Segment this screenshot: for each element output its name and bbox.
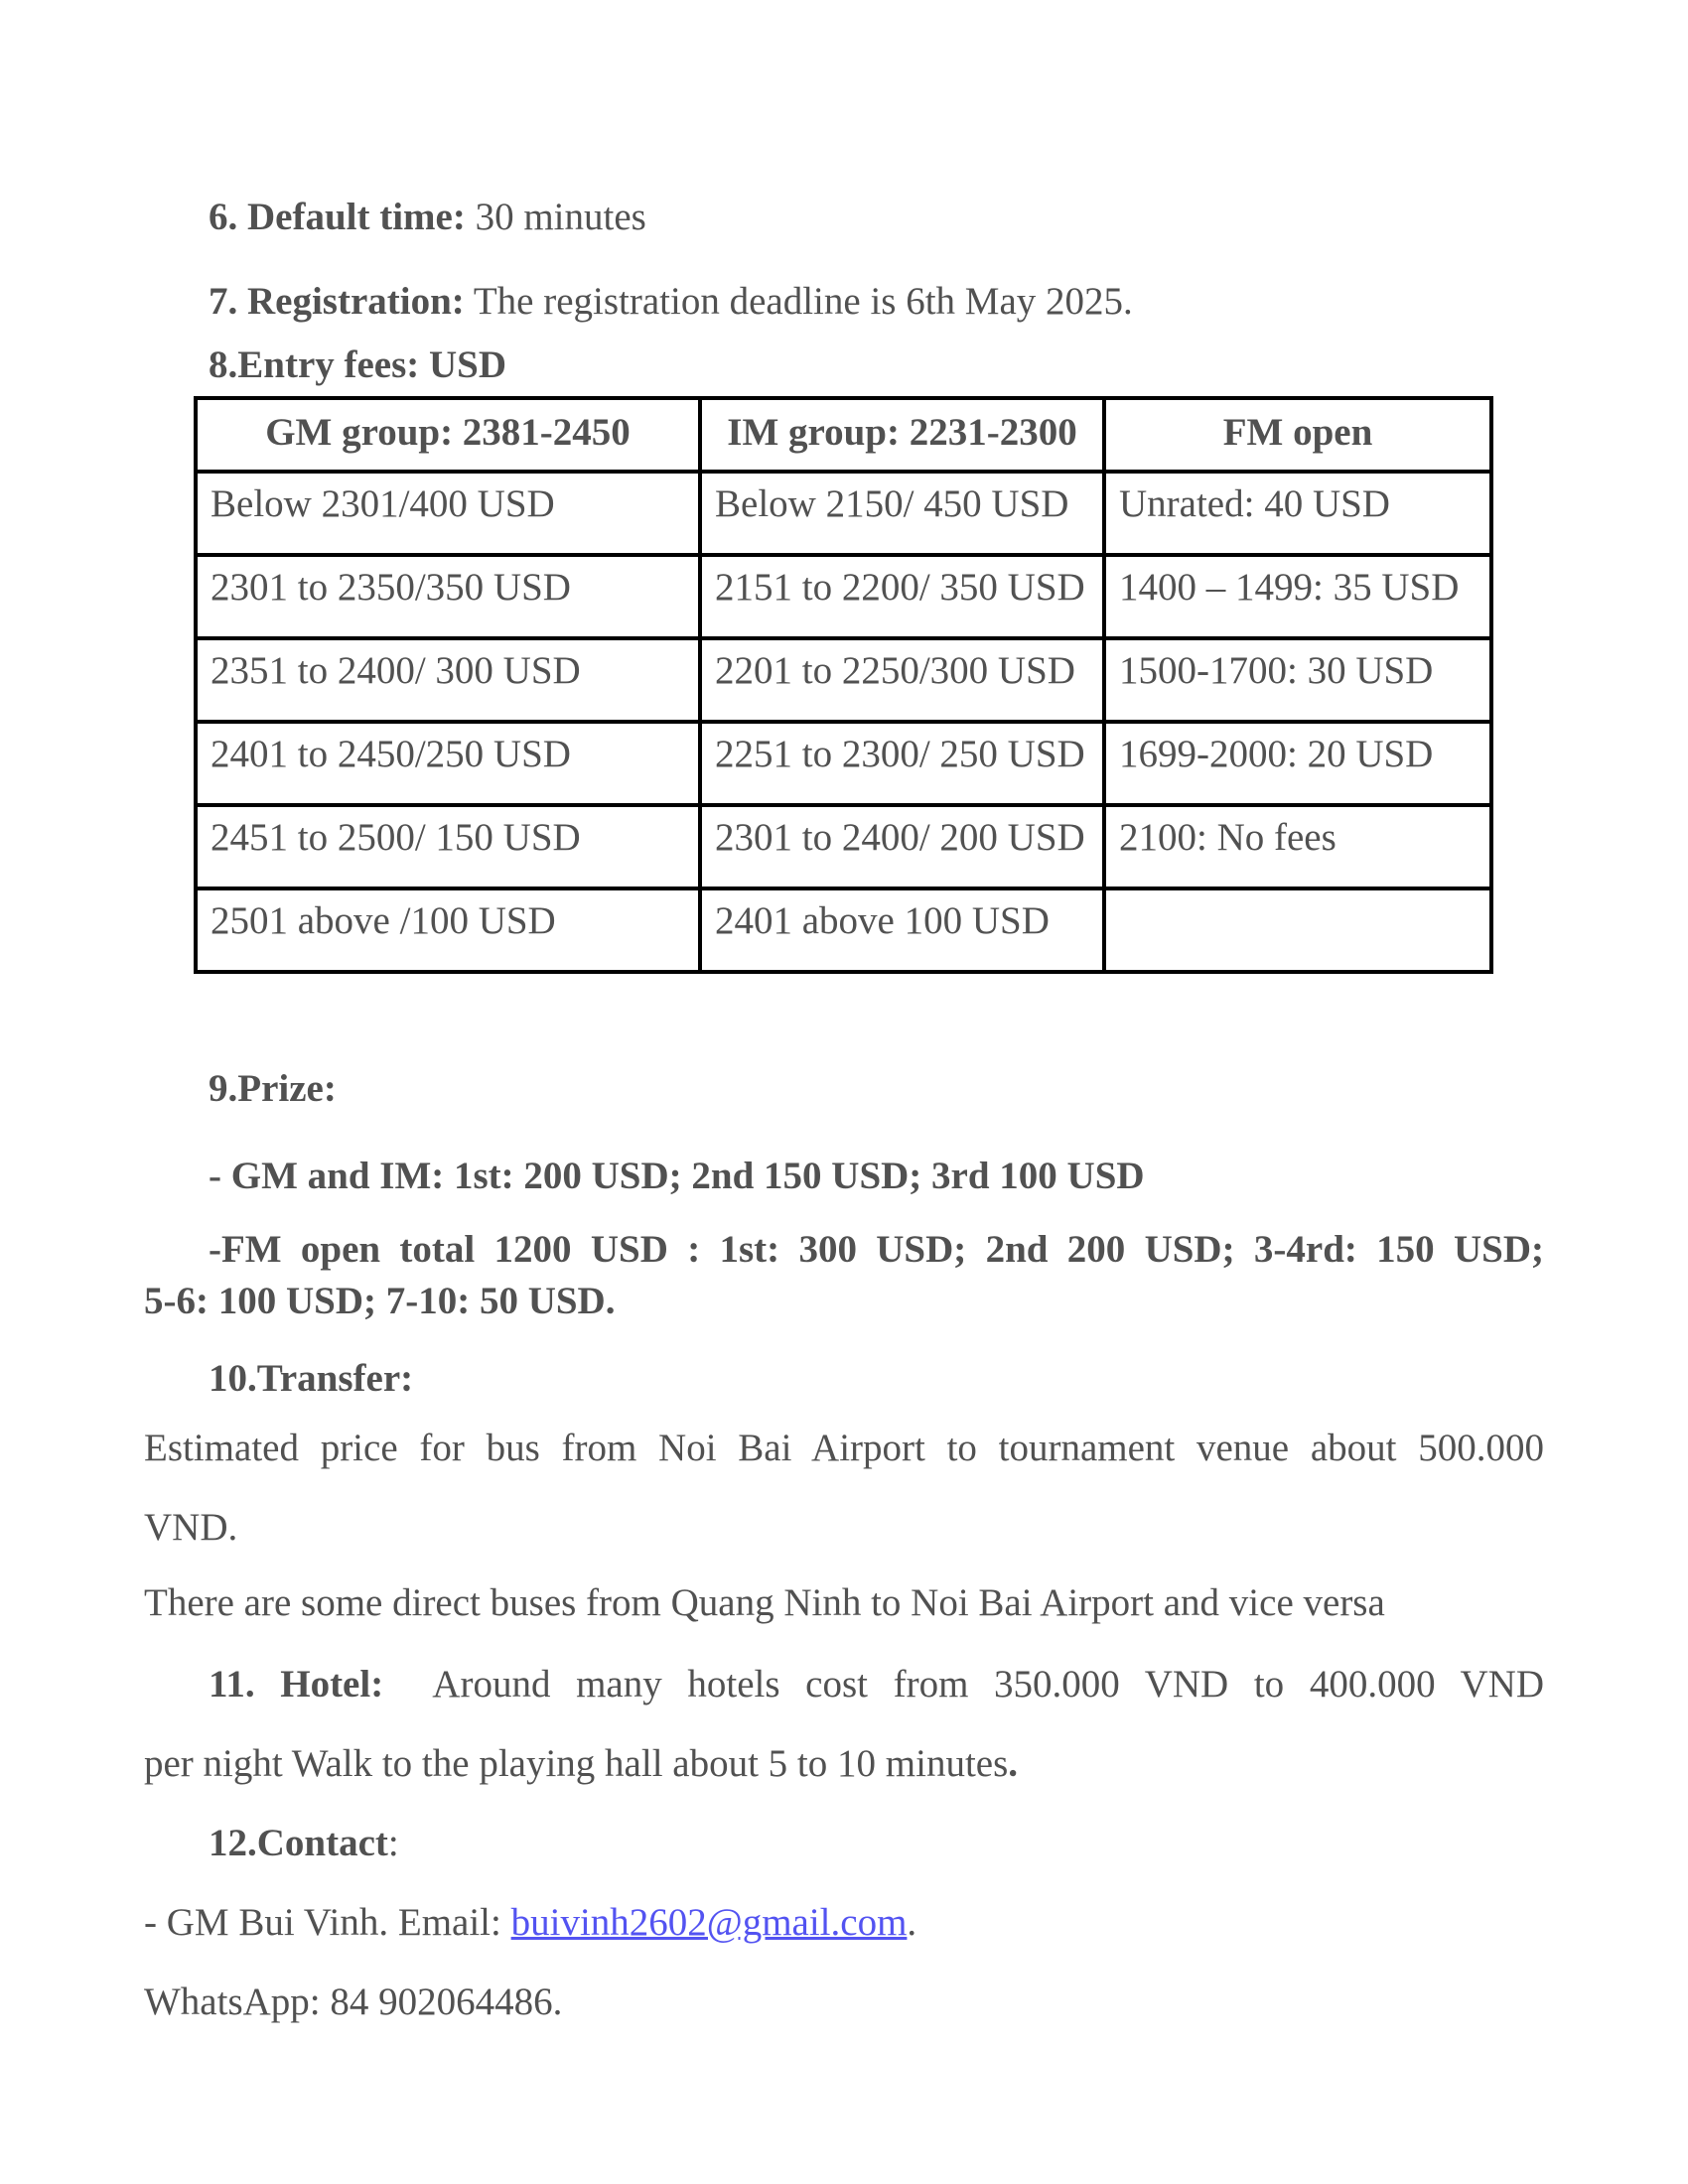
table-header-cell-fm: FM open [1104,398,1491,472]
default-time-label: 6. Default time: [209,196,466,238]
registration-value: The registration deadline is 6th May 2025. [464,280,1133,323]
table-cell: 2451 to 2500/ 150 USD [196,805,700,888]
prize-fm-line1: -FM open total 1200 USD : 1st: 300 USD; 2nd 200 USD; 3-4rd: 150 USD; [209,1228,1544,1271]
transfer-heading-text: 10.Transfer: [209,1357,414,1400]
prize-heading-text: 9.Prize: [209,1067,337,1110]
table-row [196,805,1491,888]
table-cell: Below 2150/ 450 USD [700,472,1104,555]
table-row [196,722,1491,805]
table-cell: 1400 – 1499: 35 USD [1104,555,1491,638]
table-cell: 2401 to 2450/250 USD [196,722,700,805]
table-row [196,888,1491,972]
table-cell: Below 2301/400 USD [196,472,700,555]
table-cell: 2351 to 2400/ 300 USD [196,638,700,722]
transfer-heading [144,1356,1544,1402]
transfer-buses-line: There are some direct buses from Quang Ninh to Noi Bai Airport and vice versa [144,1581,1385,1624]
table-cell: 2401 above 100 USD [700,888,1104,972]
prize-gm-im-line: - GM and IM: 1st: 200 USD; 2nd 150 USD; 3rd 100 USD [209,1155,1145,1197]
contact-heading [144,1821,1544,1866]
default-time-line [144,195,1544,240]
email-link[interactable]: buivinh2602@gmail.com [510,1901,908,1944]
hotel-line1 [144,1662,1544,1707]
entry-fees-heading [144,342,1544,388]
contact-heading-colon: : [387,1822,399,1864]
hotel-line2 [144,1741,1544,1787]
table-cell [1104,888,1491,972]
entry-fees-heading-text: 8.Entry fees: USD [209,343,507,386]
table-cell: 2151 to 2200/ 350 USD [700,555,1104,638]
contact-email-line [144,1900,1544,1946]
table-cell: Unrated: 40 USD [1104,472,1491,555]
table-header-row [196,398,1491,472]
entry-fees-table [194,396,1493,974]
table-cell: 1699-2000: 20 USD [1104,722,1491,805]
table-header-cell-gm: GM group: 2381-2450 [196,398,700,472]
table-header-cell-im: IM group: 2231-2300 [700,398,1104,472]
table-cell: 2501 above /100 USD [196,888,700,972]
hotel-line2-period: . [1008,1742,1019,1785]
table-cell: 1500-1700: 30 USD [1104,638,1491,722]
table-cell: 2301 to 2400/ 200 USD [700,805,1104,888]
transfer-line1: Estimated price for bus from Noi Bai Airport to tournament venue about 500.000 [144,1427,1544,1469]
table-cell: 2251 to 2300/ 250 USD [700,722,1104,805]
hotel-line2-text: per night Walk to the playing hall about 5 to 10 minutes [144,1742,1009,1785]
table-cell: 2301 to 2350/350 USD [196,555,700,638]
table-cell: 2201 to 2250/300 USD [700,638,1104,722]
prize-heading [144,1066,1544,1112]
prize-fm-line2: 5-6: 100 USD; 7-10: 50 USD. [144,1280,616,1322]
table-cell: 2100: No fees [1104,805,1491,888]
contact-heading-label: 12.Contact [209,1822,388,1864]
hotel-label: 11. Hotel: [209,1663,384,1706]
email-prefix: - GM Bui Vinh. Email: [144,1901,511,1944]
table-row [196,472,1491,555]
hotel-rest: Around many hotels cost from 350.000 VND to 400.000 VND [383,1663,1544,1706]
email-suffix: . [907,1901,917,1944]
table-row [196,638,1491,722]
transfer-line2: VND. [144,1506,238,1549]
table-row [196,555,1491,638]
registration-line [144,279,1544,325]
contact-whatsapp-line: WhatsApp: 84 902064486. [144,1980,563,2023]
default-time-value: 30 minutes [465,196,646,238]
registration-label: 7. Registration: [209,280,465,323]
